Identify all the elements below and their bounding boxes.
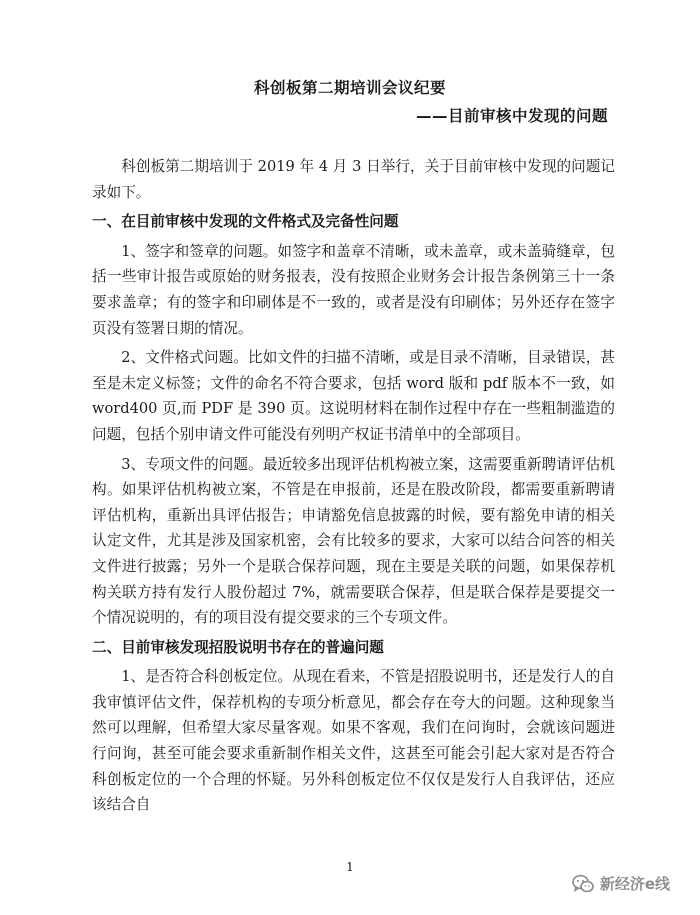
intro-paragraph: 科创板第二期培训于 2019 年 4 月 3 日举行，关于目前审核中发现的问题记录如下。 [92, 158, 615, 201]
section-1-paragraph-1: 1、签字和签章的问题。如签字和盖章不清晰，或未盖章，或未盖骑缝章，包括一些审计报告或原始的财务报表，没有按照企业财务会计报告条例第三十一条要求盖章；有的签字和印刷体是不一致的，或者是没有印刷体；另外还存在签字页没有签署日期的情况。 [92, 242, 615, 337]
section-1-heading: 一、在目前审核中发现的文件格式及完备性问题 [92, 213, 399, 231]
document-title: 科创板第二期培训会议纪要 [253, 79, 446, 97]
section-2-heading: 二、目前审核发现招股说明书存在的普遍问题 [92, 638, 384, 656]
document-body [92, 154, 615, 818]
page-number: 1 [346, 860, 354, 874]
watermark-text: 新经济e线 [599, 875, 670, 893]
watermark [572, 873, 670, 894]
section-1-paragraph-3: 3、专项文件的问题。最近较多出现评估机构被立案，这需要重新聘请评估机构。如果评估机构被立案，不管是在申报前，还是在股改阶段，都需要重新聘请评估机构，重新出具评估报告；申请豁免信息披露的时候，要有豁免申请的相关认定文件，尤其是涉及国家机密，会有比较多的要求，大家可以结合问答的相关文件进行披露；另外一个是联合保荐问题，现在主要是关联的问题，如果保荐机构关联方持有发行人股份超过 7%，就需要联合保荐，但是联合保荐是要提交一个情况说明的，有的项目没有提交要求的三个专项文件。 [92, 455, 615, 627]
wechat-icon [572, 874, 594, 894]
section-2-paragraph-1: 1、是否符合科创板定位。从现在看来，不管是招股说明书，还是发行人的自我审慎评估文件，保荐机构的专项分析意见，都会存在夸大的问题。这种现象当然可以理解，但希望大家尽量客观。如果不客观，我们在问询时，会就该问题进行问询，甚至可能会要求重新制作相关文件，这甚至可能会引起大家对是否符合科创板定位的一个合理的怀疑。另外科创板定位不仅仅是发行人自我评估，还应该结合自 [92, 668, 615, 814]
section-1-paragraph-2: 2、文件格式问题。比如文件的扫描不清晰，或是目录不清晰，目录错误，甚至是未定义标签；文件的命名不符合要求，包括 word 版和 pdf 版本不一致，如word400 页,而 PDF 是 390 页。这说明材料在制作过程中存在一些粗制滥造的问题，包括个别申请文件可能没有列明产权证书清单中的全部项目。 [92, 349, 615, 443]
document-subtitle: ——目前审核中发现的问题 [415, 107, 608, 125]
